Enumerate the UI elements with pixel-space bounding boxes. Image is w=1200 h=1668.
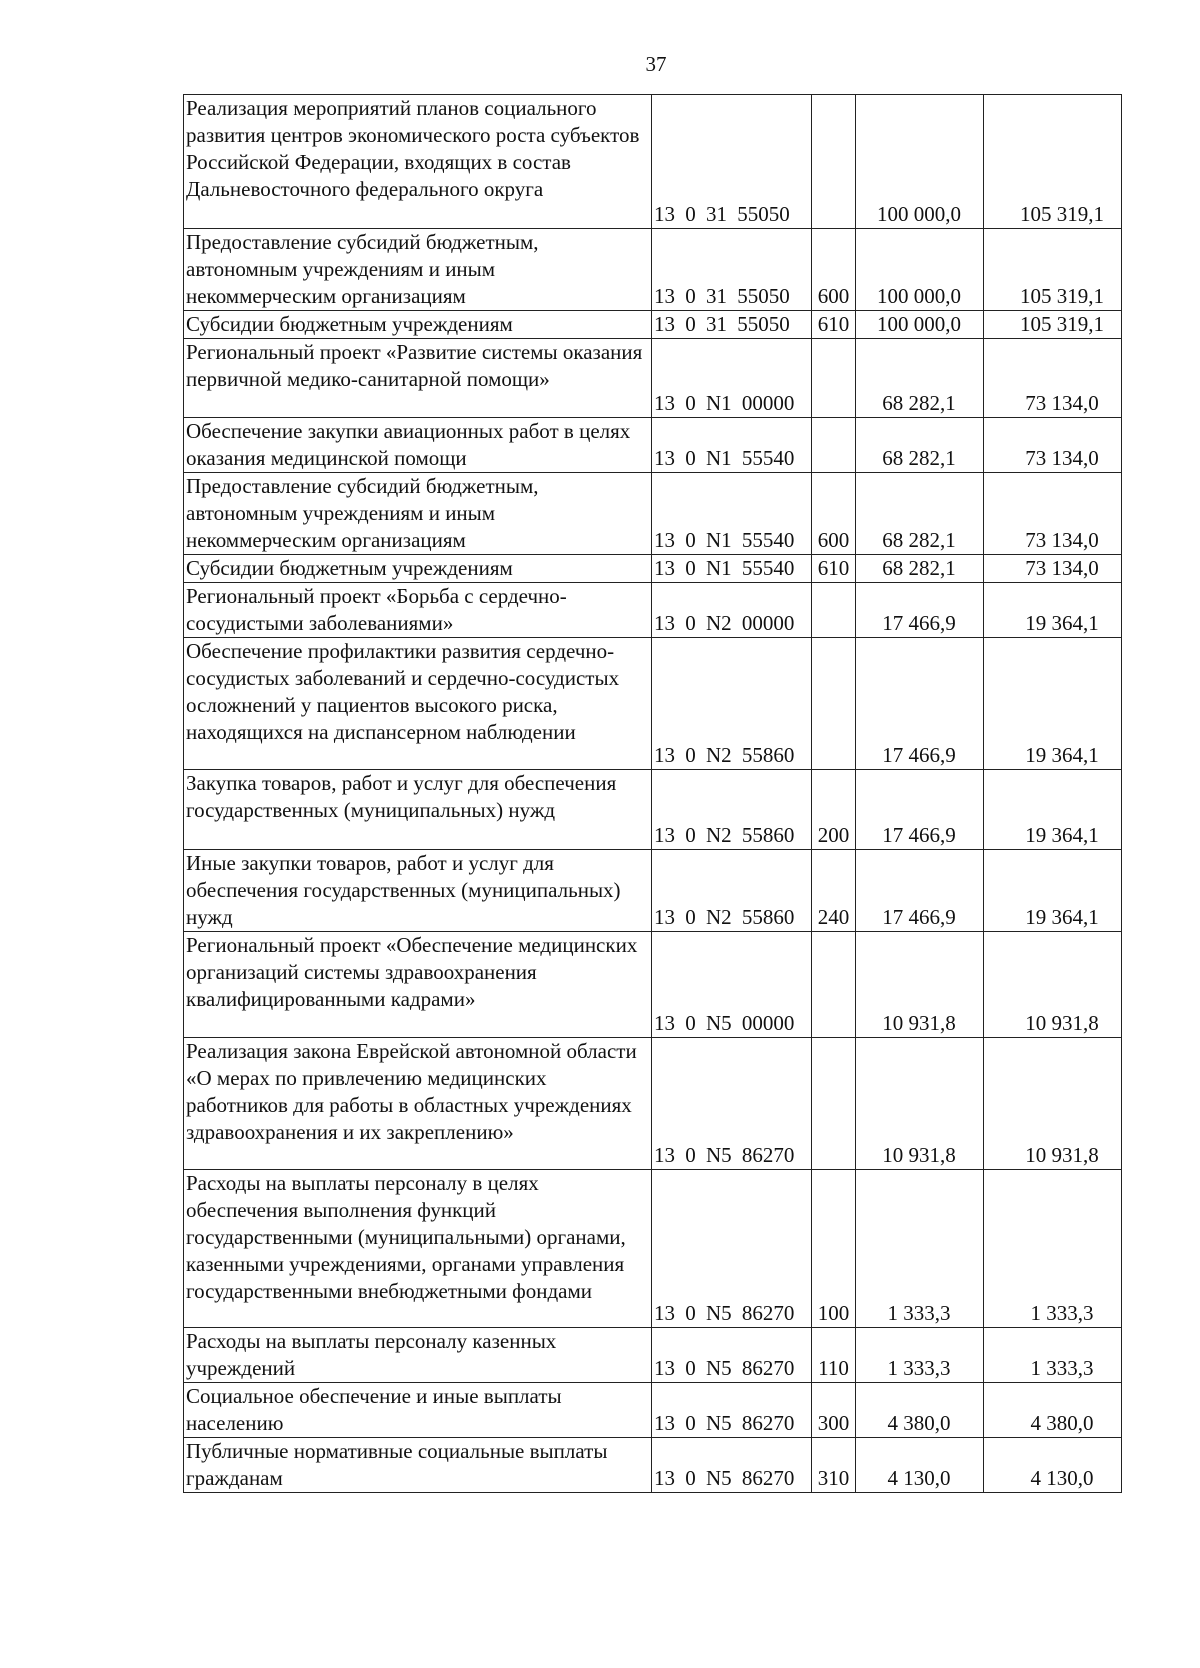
table-row <box>184 311 1122 339</box>
amount-year-2: 105 319,1 <box>984 311 1122 339</box>
amount-year-2: 73 134,0 <box>984 473 1122 555</box>
row-name: Обеспечение профилактики развития сердечно-сосудистых заболеваний и сердечно-сосудистых осложнений у пациентов высокого риска, находящихся на диспансерном наблюдении <box>184 638 652 770</box>
row-name: Закупка товаров, работ и услуг для обеспечения государственных (муниципальных) нужд <box>184 770 652 850</box>
amount-year-1: 100 000,0 <box>856 95 984 229</box>
row-name: Реализация мероприятий планов социального развития центров экономического роста субъектов Российской Федерации, входящих в состав Дальневосточного федерального округа <box>184 95 652 229</box>
amount-year-2: 19 364,1 <box>984 638 1122 770</box>
table-row <box>184 339 1122 418</box>
amount-year-1: 17 466,9 <box>856 583 984 638</box>
amount-year-1: 17 466,9 <box>856 850 984 932</box>
amount-year-1: 4 130,0 <box>856 1438 984 1493</box>
row-name: Социальное обеспечение и иные выплаты населению <box>184 1383 652 1438</box>
row-name: Иные закупки товаров, работ и услуг для обеспечения государственных (муниципальных) нужд <box>184 850 652 932</box>
row-name: Региональный проект «Развитие системы оказания первичной медико-санитарной помощи» <box>184 339 652 418</box>
row-name: Предоставление субсидий бюджетным, автономным учреждениям и иным некоммерческим организациям <box>184 473 652 555</box>
expense-type: 610 <box>812 311 856 339</box>
expense-type: 100 <box>812 1170 856 1328</box>
row-name: Реализация закона Еврейской автономной области «О мерах по привлечению медицинских работников для работы в областных учреждениях здравоохранения и их закреплению» <box>184 1038 652 1170</box>
expense-type <box>812 418 856 473</box>
expense-type <box>812 1038 856 1170</box>
amount-year-1: 10 931,8 <box>856 1038 984 1170</box>
amount-year-2: 10 931,8 <box>984 932 1122 1038</box>
budget-code: 13 0 N1 55540 <box>652 418 812 473</box>
table-row <box>184 850 1122 932</box>
row-name: Публичные нормативные социальные выплаты гражданам <box>184 1438 652 1493</box>
table-row <box>184 1438 1122 1493</box>
row-name: Субсидии бюджетным учреждениям <box>184 311 652 339</box>
amount-year-2: 4 130,0 <box>984 1438 1122 1493</box>
row-name: Обеспечение закупки авиационных работ в целях оказания медицинской помощи <box>184 418 652 473</box>
amount-year-1: 68 282,1 <box>856 555 984 583</box>
expense-type: 110 <box>812 1328 856 1383</box>
amount-year-1: 1 333,3 <box>856 1328 984 1383</box>
expense-type: 600 <box>812 229 856 311</box>
budget-code: 13 0 N1 55540 <box>652 473 812 555</box>
table-row <box>184 1383 1122 1438</box>
amount-year-1: 1 333,3 <box>856 1170 984 1328</box>
amount-year-2: 4 380,0 <box>984 1383 1122 1438</box>
row-name: Субсидии бюджетным учреждениям <box>184 555 652 583</box>
amount-year-1: 4 380,0 <box>856 1383 984 1438</box>
table-row <box>184 932 1122 1038</box>
budget-code: 13 0 N5 86270 <box>652 1038 812 1170</box>
table-row <box>184 1170 1122 1328</box>
budget-code: 13 0 N5 86270 <box>652 1438 812 1493</box>
expense-type: 600 <box>812 473 856 555</box>
expense-type <box>812 583 856 638</box>
budget-code: 13 0 N5 86270 <box>652 1383 812 1438</box>
table-row <box>184 583 1122 638</box>
amount-year-2: 19 364,1 <box>984 850 1122 932</box>
expense-type <box>812 339 856 418</box>
budget-code: 13 0 31 55050 <box>652 311 812 339</box>
expense-type <box>812 95 856 229</box>
amount-year-2: 10 931,8 <box>984 1038 1122 1170</box>
amount-year-2: 19 364,1 <box>984 583 1122 638</box>
amount-year-1: 68 282,1 <box>856 473 984 555</box>
table-row <box>184 638 1122 770</box>
amount-year-1: 68 282,1 <box>856 418 984 473</box>
budget-code: 13 0 N2 55860 <box>652 770 812 850</box>
budget-code: 13 0 N1 00000 <box>652 339 812 418</box>
table-row <box>184 1328 1122 1383</box>
page-number: 37 <box>645 52 667 76</box>
amount-year-2: 73 134,0 <box>984 339 1122 418</box>
expense-type: 300 <box>812 1383 856 1438</box>
amount-year-1: 68 282,1 <box>856 339 984 418</box>
amount-year-2: 105 319,1 <box>984 229 1122 311</box>
amount-year-1: 17 466,9 <box>856 770 984 850</box>
expense-type: 310 <box>812 1438 856 1493</box>
amount-year-1: 10 931,8 <box>856 932 984 1038</box>
budget-code: 13 0 N5 00000 <box>652 932 812 1038</box>
amount-year-2: 1 333,3 <box>984 1170 1122 1328</box>
budget-table-body <box>184 95 1122 1493</box>
budget-code: 13 0 N2 55860 <box>652 638 812 770</box>
budget-table <box>183 94 1122 1493</box>
table-row <box>184 418 1122 473</box>
row-name: Расходы на выплаты персоналу казенных учреждений <box>184 1328 652 1383</box>
table-row <box>184 555 1122 583</box>
row-name: Предоставление субсидий бюджетным, автономным учреждениям и иным некоммерческим организациям <box>184 229 652 311</box>
row-name: Расходы на выплаты персоналу в целях обеспечения выполнения функций государственными (муниципальными) органами, казенными учреждениями, органами управления государственными внебюджетными фондами <box>184 1170 652 1328</box>
amount-year-2: 1 333,3 <box>984 1328 1122 1383</box>
amount-year-1: 100 000,0 <box>856 229 984 311</box>
expense-type: 610 <box>812 555 856 583</box>
budget-code: 13 0 31 55050 <box>652 229 812 311</box>
row-name: Региональный проект «Борьба с сердечно-сосудистыми заболеваниями» <box>184 583 652 638</box>
table-row <box>184 95 1122 229</box>
table-row <box>184 229 1122 311</box>
table-row <box>184 770 1122 850</box>
budget-code: 13 0 N5 86270 <box>652 1328 812 1383</box>
amount-year-1: 100 000,0 <box>856 311 984 339</box>
amount-year-2: 73 134,0 <box>984 418 1122 473</box>
expense-type: 200 <box>812 770 856 850</box>
budget-code: 13 0 31 55050 <box>652 95 812 229</box>
amount-year-2: 19 364,1 <box>984 770 1122 850</box>
amount-year-2: 73 134,0 <box>984 555 1122 583</box>
budget-code: 13 0 N5 86270 <box>652 1170 812 1328</box>
amount-year-2: 105 319,1 <box>984 95 1122 229</box>
budget-code: 13 0 N2 55860 <box>652 850 812 932</box>
expense-type: 240 <box>812 850 856 932</box>
expense-type <box>812 932 856 1038</box>
budget-code: 13 0 N2 00000 <box>652 583 812 638</box>
row-name: Региональный проект «Обеспечение медицинских организаций системы здравоохранения квалифицированными кадрами» <box>184 932 652 1038</box>
table-row <box>184 473 1122 555</box>
budget-code: 13 0 N1 55540 <box>652 555 812 583</box>
expense-type <box>812 638 856 770</box>
table-row <box>184 1038 1122 1170</box>
amount-year-1: 17 466,9 <box>856 638 984 770</box>
